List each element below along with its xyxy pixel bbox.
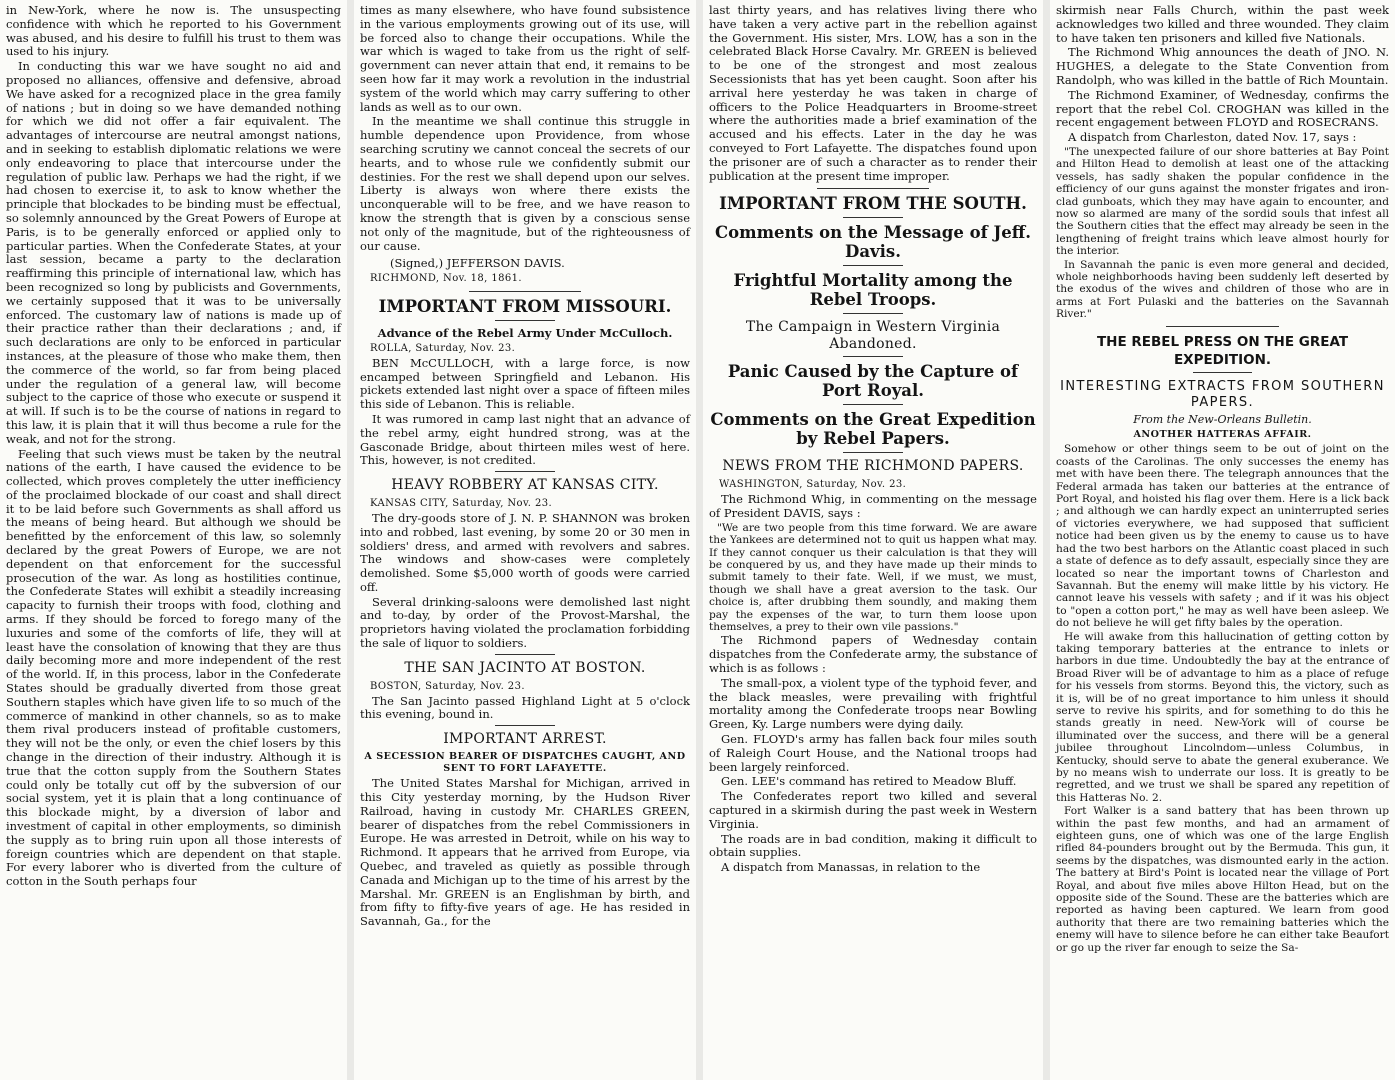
article-paragraph: Gen. FLOYD's army has fallen back four miles south of Raleigh Court House, and the National troops had been largely reinforced. (709, 731, 1037, 774)
column-rule (469, 291, 581, 292)
column-rule (843, 217, 902, 218)
column-2 (354, 0, 696, 1080)
quotation (1056, 805, 1389, 954)
headline: HEAVY ROBBERY AT KANSAS CITY. (391, 477, 659, 494)
column-rule (843, 404, 902, 405)
column-rule (817, 188, 929, 189)
article-paragraph: The roads are in bad condition, making it difficult to obtain supplies. (709, 831, 1037, 860)
quoted-paragraph: He will awake from this hallucination of getting cotton by taking temporary batteries at the entrance to inlets or harbors in due time. Undoubtedly the bay at the entrance of Broad River will be of advantage to him as a place of refuge for his vessels from storms. Beyond this, the victory, such as it is, will be of no great importance to him unless it should serve to revive his spirits, and for something to do this he stands greatly in need. New-York will of course be illuminated over the success, and there will be a general jubilee throughout Lincolndom—unless Columbus, in Kentucky, should serve to abate the general exuberance. We by no means wish to underrate our loss. It is greatly to be regretted, and we trust we shall be spared any repetition of this Hatteras No. 2. (1056, 630, 1389, 804)
headline: IMPORTANT ARREST. (443, 731, 607, 748)
article-paragraph: In conducting this war we have sought no aid and proposed no alliances, offensive and defensive, abroad We have asked for a recognized place in the grea family of nations ; but in doing so we have demanded nothing for which we did not offer a fair equivalent. The advantages of intercourse are neutral amongst nations, and in seeking to establish diplomatic relations we were only endeavoring to place that intercourse under the regulation of public law. Perhaps we had the right, if we had chosen to exercise it, to ask to know whether the principle that blockades to be binding must be effectual, so solemnly announced by the Great Powers of Europe at Paris, is to be generally enforced or applied only to particular parties. When the Confederate States, at your last session, became a party to the declaration reaffirming this principle of international law, which has been recognized so long by publicists and Governments, we certainly supposed that it was to be universally enforced. The customary law of nations is made up of their practice rather than their declarations ; and, if such declarations are only to be enforced in particular instances, at the pleasure of those who make them, then the commerce of the world, so far from being placed under the regulation of a general law, will become subject to the caprice of those who execute or suspend it at will. If such is to be the course of nations in regard to this law, it is plain that it will thus become a rule for the weak, and not for the strong. (6, 59, 341, 446)
quoted-paragraph: Somehow or other things seem to be out of joint on the coasts of the Carolinas. The only successes the enemy has met with have been there. The telegraph announces that the Federal armada has taken our batteries at the entrance of Port Royal, and hoisted his flag over them. Here is a lick back ; and although we can hardly expect an uninterrupted series of victories everywhere, we had supposed that sufficient notice had been given us by the enemy to cause us to have had the two best harbors on the Atlantic coast placed in such a state of defence as to defy assault, especially since they are located so near the important towns of Charleston and Savannah. But the enemy will make little by his victory. He cannot leave his vessels with safety ; and if it was his object to "open a cotton port," he may as well have been asleep. We do not believe he will get fifty bales by the operation. (1056, 443, 1389, 630)
quoted-paragraph: Fort Walker is a sand battery that has been thrown up within the past few months, and had an armament of eighteen guns, one of which was one of the large English rifled 84-pounders brought out by the Bermuda. This gun, it seems by the dispatches, was dismounted early in the action. The battery at Bird's Point is located near the village of Port Royal, and about five miles above Hilton Head, but on the opposite side of the Sound. These are the batteries which are reported as having been captured. We learn from good authority that there are two remaining batteries which the enemy will have to silence before he can either take Beaufort or go up the river far enough to seize the Sa- (1056, 805, 1389, 954)
column-1 (0, 0, 347, 1080)
quoted-paragraph: "The unexpected failure of our shore batteries at Bay Point and Hilton Head to demolish at least one of the attacking vessels, has sadly shaken the popular confidence in the efficiency of our guns against the monster frigates and iron-clad gunboats, which they may have again to encounter, and now so alarmed are many of the sordid souls that infest all the Southern cities that the effect may already be seen in the lengthening of freight trains which leave almost hourly for the interior. (1056, 145, 1389, 258)
article-paragraph: Gen. LEE's command has retired to Meadow Bluff. (721, 774, 1017, 789)
headline: Panic Caused by the Capture of Port Royal. (727, 362, 1019, 401)
dateline: WASHINGTON, Saturday, Nov. 23. (719, 479, 907, 491)
article-paragraph: The Richmond Examiner, of Wednesday, confirms the report that the rebel Col. CROGHAN was killed in the recent engagement between FLOYD and ROSECRANS. (1056, 87, 1389, 130)
headline: From the New-Orleans Bulletin. (1133, 412, 1312, 426)
headline: INTERESTING EXTRACTS FROM SOUTHERN PAPERS. (1060, 378, 1385, 410)
column-rule (843, 452, 902, 453)
dateline: BOSTON, Saturday, Nov. 23. (370, 680, 525, 692)
column-rule (843, 265, 902, 266)
headline: NEWS FROM THE RICHMOND PAPERS. (722, 458, 1024, 475)
column-4 (1050, 0, 1395, 1080)
article-paragraph: It was rumored in camp last night that an advance of the rebel army, eight hundred strong, was at the Gasconade Bridge, about thirteen miles west of here. This, however, is not credited. (360, 411, 690, 468)
article-paragraph: A dispatch from Charleston, dated Nov. 17, says : (1068, 130, 1357, 145)
column-rule (843, 356, 902, 357)
article-paragraph: The United States Marshal for Michigan, arrived in this City yesterday morning, by the Hudson River Railroad, having in custody Mr. CHARLES GREEN, bearer of dispatches from the rebel Commissioners in Europe. He was arrested in Detroit, while on his way to Richmond. It appears that he arrived from Europe, via Quebec, and traveled as quietly as possible through Canada and Michigan up to the time of his arrest by the Marshal. Mr. GREEN is an Englishman by birth, and from fifty to fifty-five years of age. He has resided in Savannah, Ga., for the (360, 776, 690, 929)
article-paragraph: Feeling that such views must be taken by the neutral nations of the earth, I have caused the evidence to be collected, which proves completely the utter inefficiency of the proclaimed blockade of our coast and shall direct it to be laid before such Governments as shall afford us the means of being heard. But although we should be benefitted by the enforcement of this law, so solemnly declared by the great Powers of Europe, we are not dependent on that enforcement for the successful prosecution of the war. As long as hostilities continue, the Confederate States will exhibit a steadily increasing capacity to furnish their troops with food, clothing and arms. If they should be forced to forego many of the luxuries and some of the comforts of life, they will at least have the consolation of knowing that they are thus daily becoming more and more independent of the rest of the world. If, in this process, labor in the Confederate States should be gradually diverted from those great Southern staples which have given life to so much of the commerce of mankind in other channels, so as to make them rival producers instead of profitable customers, they will not be the only, or even the chief losers by this change in the direction of their industry. Although it is true that the cotton supply from the Southern States could only be totally cut off by the subversion of our social system, yet it is plain that a long continuance of this blockade might, by a diversion of labor and investment of capital in other employments, so diminish the supply as to bring ruin upon all those interests of foreign countries which are dependent on that staple. For every laborer who is diverted from the culture of cotton in the South perhaps four (6, 446, 341, 889)
column-rule (495, 471, 554, 472)
article-paragraph: The Richmond Whig, in commenting on the message of President DAVIS, says : (709, 492, 1037, 520)
headline: Comments on the Message of Jeff. Davis. (714, 223, 1032, 262)
article-paragraph: in New-York, where he now is. The unsuspecting confidence with which he reported to his Government was abused, and his desire to fulfill his trust to them was used to his injury. (6, 3, 341, 59)
headline: A SECESSION BEARER OF DISPATCHES CAUGHT, AND SENT TO FORT LAFAYETTE. (364, 751, 686, 775)
column-rule (1166, 326, 1279, 327)
quotation (1056, 259, 1389, 321)
column-rule (1193, 372, 1253, 373)
article-paragraph: In the meantime we shall continue this struggle in humble dependence upon Providence, from whose searching scrutiny we cannot conceal the secrets of our hearts, and to whose rule we confidently submit our destinies. For the rest we shall depend upon our selves. Liberty is always won where there exists the unconquerable will to be free, and we have reason to know the strength that is given by a conscious sense not only of the magnitude, but of the righteousness of our cause. (360, 114, 690, 253)
headline: Frightful Mortality among the Rebel Troops. (733, 271, 1013, 310)
article-paragraph: The small-pox, a violent type of the typhoid fever, and the black measles, were prevailing with frightful mortality among the Confederate troops near Bowling Green, Ky. Large numbers were dying daily. (709, 675, 1037, 732)
quoted-paragraph: "We are two people from this time forward. We are aware the Yankees are determined not to quit us happen what may. If they cannot conquer us their calculation is that they will be conquered by us, and they have made up their minds to submit tamely to their fate. Well, if we must, we must, though we shall have a great aversion to the task. Our choice is, after drubbing them soundly, and making them pay the expenses of the war, to turn them loose upon themselves, a prey to their own vile passions." (709, 521, 1037, 633)
dateline: ROLLA, Saturday, Nov. 23. (370, 342, 516, 354)
article-paragraph: The dry-goods store of J. N. P. SHANNON was broken into and robbed, last evening, by some 20 or 30 men in soldiers' dress, and armed with revolvers and sabres. The windows and show-cases were completely demolished. Some $5,000 worth of goods were carried off. (360, 510, 690, 594)
column-rule (495, 654, 554, 655)
article-paragraph: last thirty years, and has relatives living there who have taken a very active part in the rebellion against the Government. His sister, Mrs. LOW, has a son in the celebrated Black Horse Cavalry. Mr. GREEN is believed to be one of the strongest and most zealous Secessionists that has yet been caught. Soon after his arrival here yesterday he was taken in charge of officers to the Police Headquarters in Broome-street where the authorities made a brief examination of the accused and his effects. Later in the day he was conveyed to Fort Lafayette. The dispatches found upon the prisoner are of such a character as to render their publication at the present time improper. (709, 3, 1037, 183)
article-paragraph: skirmish near Falls Church, within the past week acknowledges two killed and three wounded. They claim to have taken ten prisoners and killed five Nationals. (1056, 3, 1389, 45)
quotation (1056, 443, 1389, 629)
dateline: RICHMOND, Nov. 18, 1861. (370, 273, 522, 285)
headline: IMPORTANT FROM MISSOURI. (378, 296, 672, 316)
article-paragraph: The San Jacinto passed Highland Light at 5 o'clock this evening, bound in. (360, 693, 690, 722)
article-paragraph: The Richmond papers of Wednesday contain dispatches from the Confederate army, the substance of which is as follows : (709, 633, 1037, 675)
column-rule (843, 313, 902, 314)
quotation (1056, 631, 1389, 805)
article-paragraph: times as many elsewhere, who have found subsistence in the various employments growing out of its use, will be forced also to change their occupations. While the war which is waged to take from us the right of self-government can never attain that end, it remains to be seen how far it may work a revolution in the industrial system of the world which may carry suffering to other lands as well as to our own. (360, 3, 690, 114)
headline: THE REBEL PRESS ON THE GREAT EXPEDITION. (1096, 333, 1349, 368)
article-paragraph: The Confederates report two killed and several captured in a skirmish during the past week in Western Virginia. (709, 789, 1037, 831)
quotation (709, 522, 1037, 634)
column-rule (495, 320, 554, 321)
headline: ANOTHER HATTERAS AFFAIR. (1133, 429, 1312, 441)
article-paragraph: The Richmond Whig announces the death of JNO. N. HUGHES, a delegate to the State Convention from Randolph, who was killed in the battle of Rich Mountain. (1056, 45, 1389, 87)
signature: (Signed,) JEFFERSON DAVIS. (390, 256, 565, 271)
article-paragraph: Several drinking-saloons were demolished last night and to-day, by order of the Provost-Marshal, the proprietors having violated the proclamation forbidding the sale of liquor to soldiers. (360, 594, 690, 651)
article-paragraph: BEN McCULLOCH, with a large force, is now encamped between Springfield and Lebanon. His pickets extended last night over a space of fifteen miles this side of Lebanon. This is reliable. (360, 355, 690, 412)
article-paragraph: A dispatch from Manassas, in relation to the (721, 860, 981, 875)
headline: Comments on the Great Expedition by Rebel Papers. (710, 410, 1036, 449)
quotation (1056, 146, 1389, 258)
headline: The Campaign in Western Virginia Abandoned. (745, 319, 1001, 353)
headline: Advance of the Rebel Army Under McCulloch. (377, 325, 673, 340)
dateline: KANSAS CITY, Saturday, Nov. 23. (370, 498, 553, 510)
headline: THE SAN JACINTO AT BOSTON. (404, 659, 646, 676)
column-rule (495, 725, 554, 726)
column-3 (703, 0, 1043, 1080)
headline: IMPORTANT FROM THE SOUTH. (719, 194, 1027, 214)
quoted-paragraph: In Savannah the panic is even more general and decided, whole neighborhoods having been suddenly left deserted by the exodus of the wives and children of those who are in arms at Fort Pulaski and the batteries on the Savannah River." (1056, 258, 1389, 321)
